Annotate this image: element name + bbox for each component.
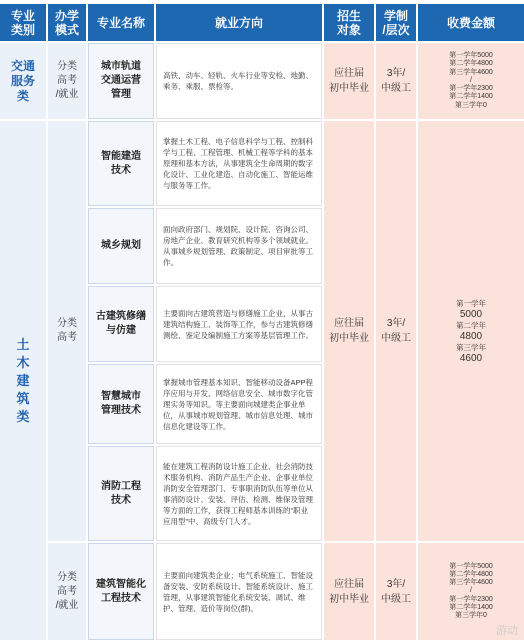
fee-line: 第二学年4800: [449, 60, 493, 68]
system-cell: [376, 121, 416, 541]
fee-line: 第三学年0: [455, 101, 487, 109]
fee-cell: [418, 43, 524, 119]
fee-cell: [418, 121, 524, 541]
header-category: [0, 4, 46, 41]
fee-line: 第二学年1400: [449, 603, 493, 611]
header-mode-line2: 模式: [54, 22, 79, 37]
major-name: [88, 364, 154, 444]
header-target: [324, 4, 374, 41]
major-name: [88, 121, 154, 206]
major-name-line: 智能建造: [101, 150, 141, 162]
direction-text: 掌握城市管理基本知识、智能移动设备APP程序应用与开发、网络信息安全、城市数字化管理实务等知识。等主要面向城建类企事业单位，从事城市规划管理、城市信息处理、城市信息化建设等工作。: [156, 364, 322, 444]
category-char: 木: [16, 354, 30, 370]
direction-text: 面向政府部门、规划院、设计院、咨询公司、房地产企业、教育研究机构等多个领域就业。从事城乡规划管理、政策制定、项目审批等工作。: [156, 208, 322, 284]
fee-line: 第一学年5000: [449, 562, 493, 570]
fee-line: 第二学年1400: [449, 93, 493, 101]
target-cell: [324, 543, 374, 640]
direction-text: 掌握土木工程、电子信息科学与工程、控制科学与工程、工程管理、机械工程等学科的基本原理和基本方法，从事建筑全生命周期的数字化设计、工业化建造、自动化施工、智能运维与服务等工作。: [156, 121, 322, 206]
fee-line: 第一学年: [456, 299, 486, 308]
target-line: 应往届: [334, 318, 364, 329]
mode-cell: [48, 543, 86, 640]
target-line: 初中毕业: [329, 333, 369, 344]
major-name-line: 管理: [111, 89, 131, 100]
major-name-line: 工程技术: [101, 592, 141, 604]
mode-line: /就业: [55, 599, 79, 611]
watermark: 游动: [496, 625, 518, 637]
fee-line: 第一学年2300: [449, 85, 493, 93]
system-line: 中级工: [381, 333, 411, 344]
target-line: 应往届: [334, 68, 364, 79]
mode-line: 高考: [57, 75, 77, 86]
mode-cell: [48, 121, 86, 541]
category-char: 类: [16, 408, 30, 424]
header-major: 专业名称: [88, 4, 154, 41]
header-system-line2: /层次: [382, 22, 410, 37]
header-system: [376, 4, 416, 41]
major-name-line: 技术: [111, 494, 131, 506]
system-cell: [376, 543, 416, 640]
target-line: 初中毕业: [329, 83, 369, 94]
header-target-line1: 招生: [336, 8, 361, 23]
major-name-line: 城市轨道: [101, 61, 141, 72]
major-name: [88, 446, 154, 541]
header-mode-line1: 办学: [54, 8, 79, 23]
target-cell: [324, 43, 374, 119]
system-line: 中级工: [381, 593, 411, 605]
fee-line: 第三学年: [456, 343, 486, 352]
system-line: 3年/: [386, 68, 406, 79]
major-name-line: 技术: [111, 164, 131, 176]
category-char: 类: [16, 88, 29, 103]
major-name-line: 消防工程: [101, 480, 141, 492]
header-category-line1: 专业: [10, 8, 35, 23]
direction-text: 高铁、动车、轻轨、火车行业等安检、地勤、乘务、乘服、票检等。: [156, 43, 322, 119]
header-mode: [48, 4, 86, 41]
direction-text: 主要面向建筑类企业；电气系统施工、智能设备安装、安防系统设计、智能系统设计、施工管理，从事建筑智能化系统安装、调试、维护、管理、造价等岗位(群)。: [156, 543, 322, 640]
fee-line: 第三学年4600: [449, 579, 493, 587]
direction-text: 主要面向古建筑营造与修缮施工企业，从事古建筑结构施工、装饰等工作，参与古建筑修缮测绘、鉴定及编制施工方案等基层管理工作。: [156, 286, 322, 362]
fee-line: 5000: [459, 309, 483, 320]
category-char: 土: [16, 336, 30, 352]
header-category-line2: 类别: [10, 22, 35, 37]
mode-line: 分类: [57, 571, 77, 583]
major-name: [88, 43, 154, 119]
category-char: 建: [16, 372, 30, 388]
fee-line: /: [470, 76, 472, 84]
fee-line: 第三学年4600: [449, 68, 493, 76]
category-char: 服务: [10, 73, 35, 88]
category-char: 筑: [16, 390, 30, 406]
major-name-line: 与仿建: [106, 325, 136, 336]
category-transport: [0, 43, 46, 119]
fee-line: /: [470, 587, 472, 595]
major-name-line: 管理技术: [101, 405, 141, 416]
mode-line: /就业: [55, 89, 79, 100]
fee-line: 4600: [459, 353, 483, 364]
header-fee: 收费金额: [418, 4, 524, 41]
target-cell: [324, 121, 374, 541]
major-name-line: 古建筑修缮: [96, 311, 146, 322]
system-line: 中级工: [381, 83, 411, 94]
mode-cell: [48, 43, 86, 119]
mode-line: 高考: [57, 332, 77, 343]
target-line: 应往届: [334, 578, 364, 590]
major-name: [88, 286, 154, 362]
major-name-line: 智慧城市: [101, 391, 141, 402]
system-cell: [376, 43, 416, 119]
mode-line: 高考: [57, 585, 77, 597]
mode-line: 分类: [57, 318, 77, 329]
system-line: 3年/: [386, 318, 406, 329]
fee-line: 第二学年4800: [449, 570, 493, 578]
major-name-line: 建筑智能化: [96, 578, 146, 590]
fee-line: 第二学年: [456, 321, 486, 330]
fee-line: 第一学年2300: [449, 595, 493, 603]
fee-line: 第三学年0: [455, 612, 487, 619]
header-direction: 就业方向: [156, 4, 322, 41]
mode-line: 分类: [57, 61, 77, 72]
target-line: 初中毕业: [329, 593, 369, 605]
category-char: 交通: [10, 58, 35, 73]
major-name-line: 交通运营: [101, 75, 141, 86]
major-name-line: 城乡规划: [101, 240, 141, 251]
header-target-line2: 对象: [336, 22, 361, 37]
major-name: [88, 208, 154, 284]
major-name: [88, 543, 154, 640]
direction-text: 能在建筑工程消防设计施工企业、社会消防技术服务机构、消防产品生产企业、企事业单位消防安全管理部门、专事职消防队伍等单位从事消防设计、安装、评估、检测、维保及管理等方面的工作，获得工程师基本训练的“职业应用型”中、高级专门人才。: [156, 446, 322, 541]
header-system-line1: 学制: [383, 8, 408, 23]
fee-line: 第一学年5000: [449, 52, 493, 60]
system-line: 3年/: [386, 578, 406, 590]
category-civil: [0, 121, 46, 640]
fee-line: 4800: [459, 331, 483, 342]
